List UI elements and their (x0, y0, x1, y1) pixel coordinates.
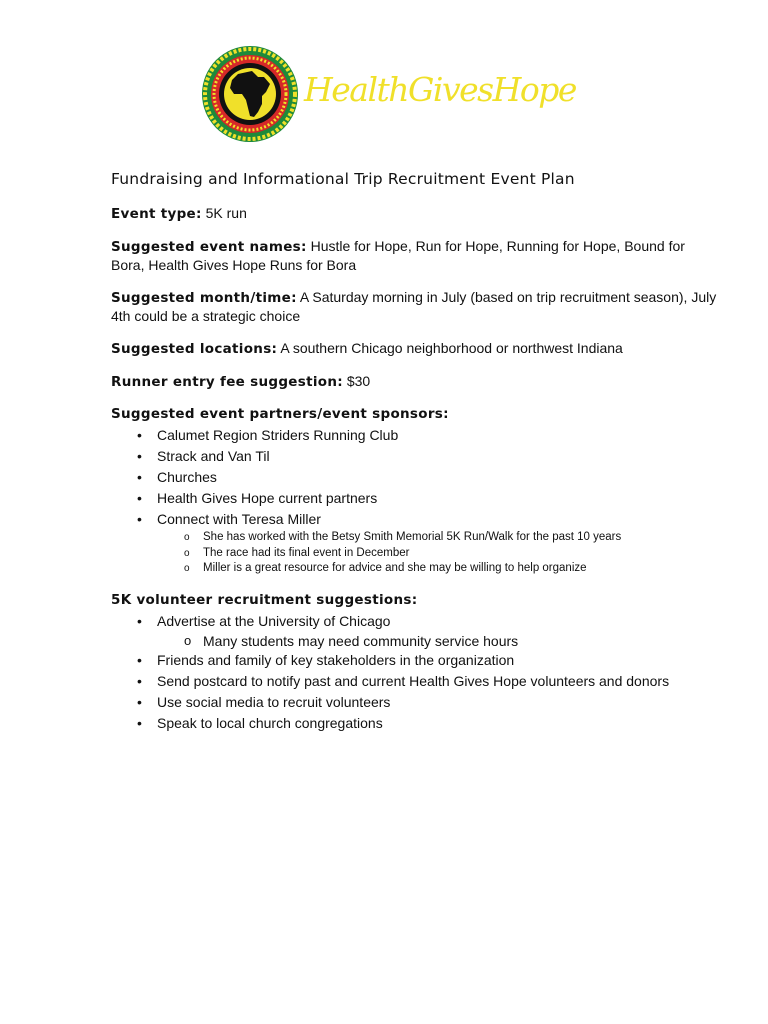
field-month-time (111, 288, 721, 325)
field-entry-fee (111, 372, 721, 391)
list-item: • Advertise at the University of Chicago (111, 611, 721, 632)
list-item: • Health Gives Hope current partners (111, 488, 721, 509)
field-value: 5K run (205, 205, 247, 221)
field-label: Event type: (111, 206, 202, 222)
field-label: Suggested month/time: (111, 290, 297, 306)
sub-list-item: o Miller is a great resource for advice and she may be willing to help organize (111, 561, 721, 577)
field-label: Suggested event names: (111, 239, 307, 255)
document-body (111, 170, 721, 734)
list-item: • Churches (111, 467, 721, 488)
volunteers-sublist (111, 632, 721, 650)
list-item: • Friends and family of key stakeholders in the organization (111, 650, 721, 671)
volunteers-list-more (111, 650, 721, 734)
field-value: A southern Chicago neighborhood or northwest Indiana (280, 340, 623, 356)
field-event-type (111, 204, 721, 223)
list-item: • Calumet Region Striders Running Club (111, 425, 721, 446)
field-label: Suggested locations: (111, 341, 278, 357)
africa-logo-icon (200, 44, 300, 144)
field-locations (111, 339, 721, 358)
partners-heading: Suggested event partners/event sponsors: (111, 406, 449, 422)
logo-wordmark: HealthGivesHope (304, 70, 576, 109)
volunteers-heading: 5K volunteer recruitment suggestions: (111, 591, 418, 608)
field-value: A Saturday morning in July (based on trip recruitment season), July 4th could be a strategic choice (111, 289, 717, 324)
field-value: Hustle for Hope, Run for Hope, Running for Hope, Bound for Bora, Health Gives Hope Runs for Bora (111, 238, 685, 273)
volunteers-list (111, 611, 721, 632)
sub-list-item: o The race had its final event in December (111, 546, 721, 562)
field-event-names (111, 237, 721, 274)
header (200, 44, 576, 144)
field-label: Runner entry fee suggestion: (111, 374, 343, 390)
list-item: • Connect with Teresa Miller (111, 509, 721, 530)
page-title: Fundraising and Informational Trip Recruitment Event Plan (111, 170, 575, 188)
sub-list-item: o Many students may need community service hours (111, 632, 721, 650)
list-item: • Speak to local church congregations (111, 713, 721, 734)
list-item: • Send postcard to notify past and current Health Gives Hope volunteers and donors (111, 671, 721, 692)
field-value: $30 (346, 373, 371, 389)
partners-list (111, 425, 721, 530)
sub-list-item: o She has worked with the Betsy Smith Memorial 5K Run/Walk for the past 10 years (111, 530, 721, 546)
list-item: • Strack and Van Til (111, 446, 721, 467)
teresa-miller-sublist (111, 530, 721, 577)
list-item: • Use social media to recruit volunteers (111, 692, 721, 713)
